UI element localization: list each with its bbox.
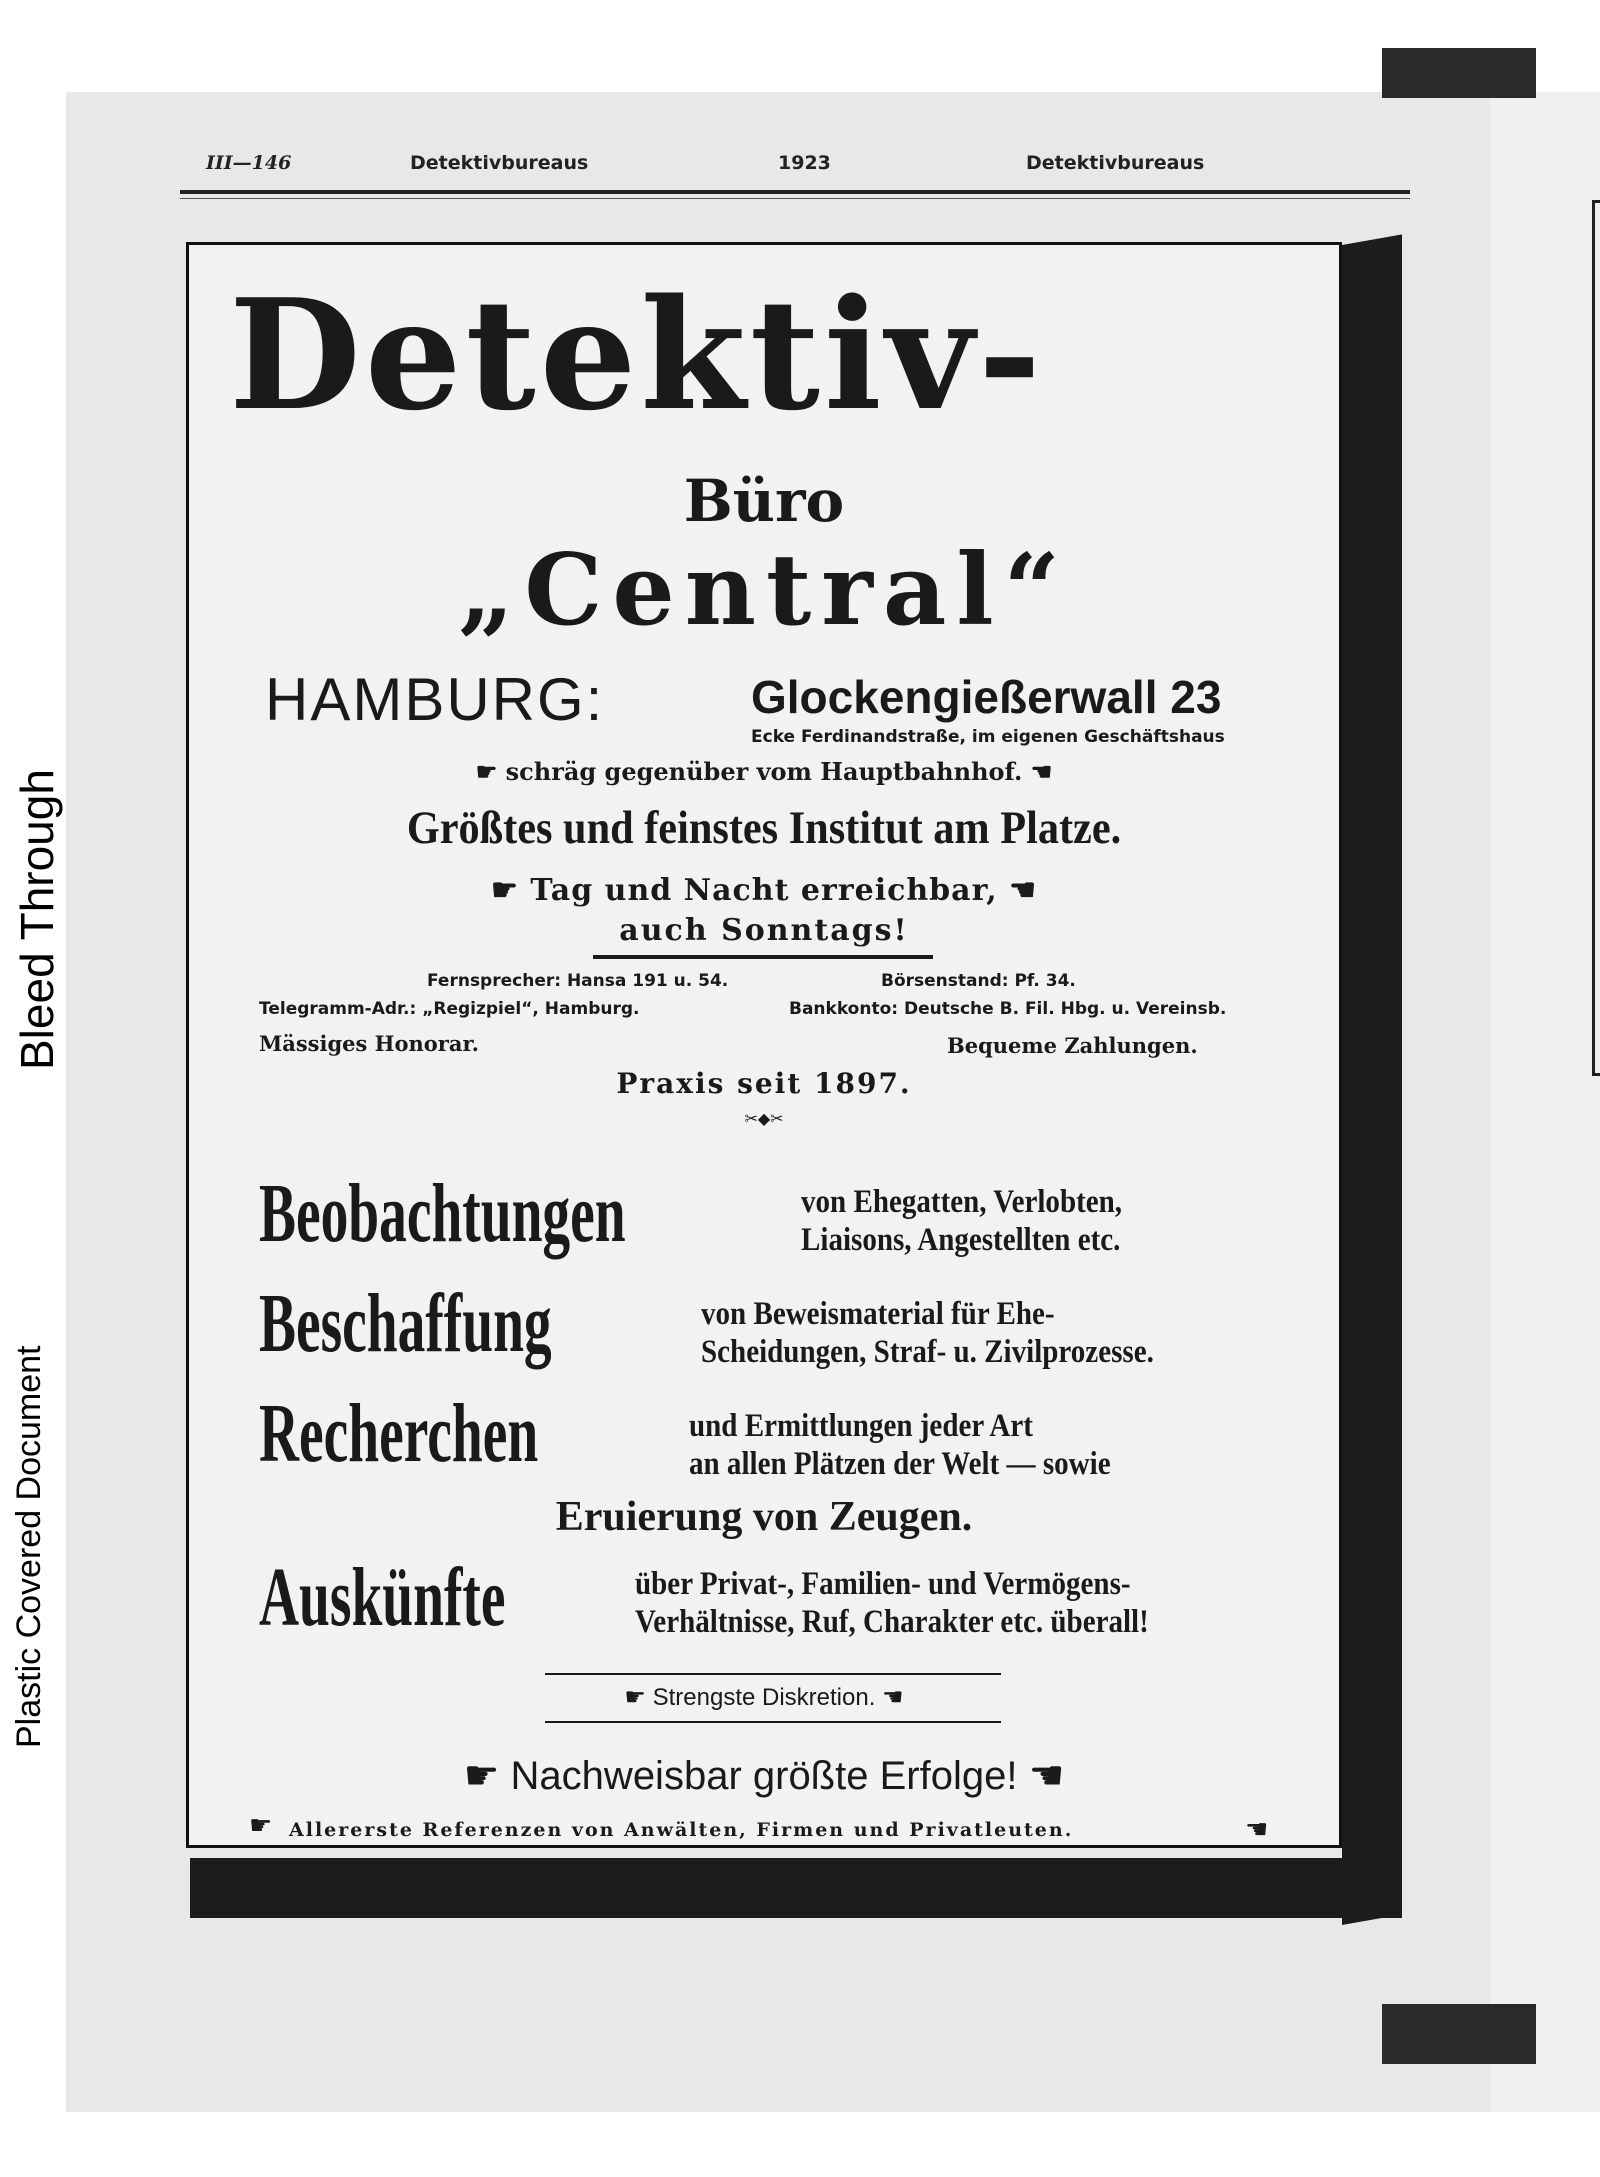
ad-success-line: [189, 1753, 1339, 1799]
ad-discretion: Strengste Diskretion.: [652, 1684, 876, 1711]
ad-sundays: auch Sonntags!: [619, 913, 909, 948]
service-desc-recherchen-1: und Ermittlungen jeder Art: [689, 1408, 1033, 1444]
service-title-beobachtungen: Beobachtungen: [259, 1167, 626, 1260]
ad-city: HAMBURG:: [265, 666, 605, 733]
ad-bank: Bankkonto: Deutsche B. Fil. Hbg. u. Vereinsb.: [789, 999, 1227, 1019]
page-header: [186, 148, 1406, 188]
service-desc-beobachtungen-2: Liaisons, Angestellten etc.: [801, 1222, 1121, 1258]
adjacent-page-frame: [1592, 200, 1600, 1076]
scan-edge-bottom: [1382, 2004, 1536, 2064]
pointing-hand-left-icon: ☚: [1009, 873, 1038, 908]
header-rule: [180, 190, 1410, 194]
ad-witnesses: Eruierung von Zeugen.: [555, 1494, 973, 1540]
ad-title: Detektiv-: [229, 265, 1046, 444]
service-title-recherchen: Recherchen: [259, 1387, 539, 1480]
page-ref: III—146: [206, 152, 292, 174]
ad-ornament: ✂◆✂: [744, 1109, 784, 1128]
service-desc-auskuenfte-2: Verhältnisse, Ruf, Charakter etc. überall!: [635, 1604, 1149, 1640]
ad-company-name: „Central“: [458, 533, 1070, 648]
header-rule-thin: [180, 198, 1410, 199]
ad-shadow-right: [1342, 234, 1402, 1925]
ad-reachable-line: [189, 873, 1339, 908]
header-section-left: Detektivbureaus: [410, 152, 589, 174]
ad-discretion-line: [189, 1683, 1339, 1712]
ad-references: Allererste Referenzen von Anwälten, Firmen und Privatleuten.: [289, 1819, 1074, 1841]
ad-location-line: [189, 757, 1339, 786]
ad-exchange: Börsenstand: Pf. 34.: [881, 971, 1076, 991]
scan-edge-top: [1382, 48, 1536, 98]
pointing-hand-left-icon: ☚: [882, 1684, 904, 1711]
pointing-hand-right-icon: ☛: [463, 1754, 500, 1798]
ad-fee: Mässiges Honorar.: [259, 1031, 479, 1056]
ad-payment: Bequeme Zahlungen.: [947, 1033, 1198, 1058]
pointing-hand-right-icon: ☛: [475, 757, 498, 786]
ad-street: Glockengießerwall 23: [751, 671, 1222, 723]
pointing-hand-left-icon: ☚: [1245, 1815, 1269, 1845]
ad-sundays-underline: [593, 955, 933, 959]
ad-success: Nachweisbar größte Erfolge!: [510, 1754, 1018, 1798]
ad-corner: Ecke Ferdinandstraße, im eigenen Geschäftshaus: [751, 727, 1225, 747]
header-year: 1923: [778, 152, 831, 174]
adjacent-page: [1490, 92, 1600, 2112]
header-section-right: Detektivbureaus: [1026, 152, 1205, 174]
ad-reachable: Tag und Nacht erreichbar,: [530, 873, 998, 908]
ad-divider-top: [545, 1673, 1001, 1675]
ad-opposite: schräg gegenüber vom Hauptbahnhof.: [505, 757, 1023, 786]
service-title-beschaffung: Beschaffung: [259, 1277, 552, 1370]
service-desc-beschaffung-1: von Beweismaterial für Ehe-: [701, 1296, 1055, 1332]
pointing-hand-right-icon: ☛: [490, 873, 519, 908]
side-label-plastic-covered: Plastic Covered Document: [10, 1345, 48, 1748]
ad-phone: Fernsprecher: Hansa 191 u. 54.: [427, 971, 729, 991]
pointing-hand-left-icon: ☚: [1028, 1754, 1065, 1798]
service-desc-beobachtungen-1: von Ehegatten, Verlobten,: [801, 1184, 1123, 1220]
service-desc-auskuenfte-1: über Privat-, Familien- und Vermögens-: [635, 1566, 1131, 1602]
ad-subtitle: Büro: [683, 467, 845, 535]
service-desc-recherchen-2: an allen Plätzen der Welt — sowie: [689, 1446, 1111, 1482]
pointing-hand-right-icon: ☛: [624, 1684, 646, 1711]
pointing-hand-right-icon: ☛: [249, 1811, 273, 1841]
ad-telegram: Telegramm-Adr.: „Regizpiel“, Hamburg.: [259, 999, 640, 1019]
ad-shadow-bottom: [190, 1858, 1402, 1918]
ad-claim: Größtes und feinstes Institut am Platze.: [406, 802, 1122, 854]
service-desc-beschaffung-2: Scheidungen, Straf- u. Zivilprozesse.: [701, 1334, 1154, 1370]
side-label-bleed-through: Bleed Through: [11, 769, 63, 1070]
service-title-auskuenfte: Auskünfte: [259, 1551, 506, 1644]
pointing-hand-left-icon: ☚: [1030, 757, 1053, 786]
ad-practice: Praxis seit 1897.: [616, 1067, 912, 1100]
advertisement: [186, 242, 1342, 1848]
ad-divider-bottom: [545, 1721, 1001, 1723]
